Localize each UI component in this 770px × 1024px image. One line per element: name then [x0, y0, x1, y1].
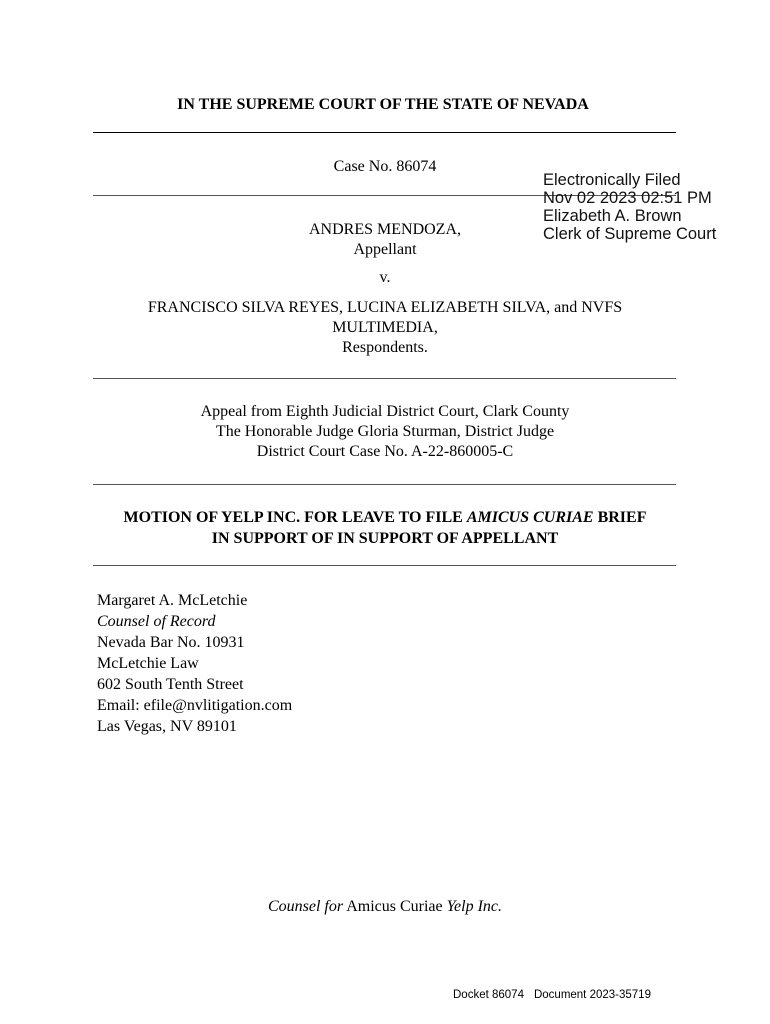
counsel-bar: Nevada Bar No. 10931 [97, 634, 245, 651]
appellant-role: Appellant [353, 241, 417, 258]
counsel-street: 602 South Tenth Street [97, 676, 244, 693]
appeal-case-no: District Court Case No. A-22-860005-C [256, 443, 514, 460]
versus: v. [379, 269, 391, 286]
motion-title-italic: AMICUS CURIAE [466, 509, 594, 526]
court-title: IN THE SUPREME COURT OF THE STATE OF NEVADA [177, 96, 589, 113]
counsel-email: Email: efile@nvlitigation.com [97, 697, 293, 714]
counsel-firm: McLetchie Law [97, 655, 199, 672]
appellant-block [0, 220, 770, 260]
title-rule [93, 132, 676, 133]
counsel-for-party: Yelp Inc. [446, 898, 503, 915]
counsel-for-role: Amicus Curiae [343, 898, 447, 915]
docket-number: Docket 86074 [453, 989, 524, 1001]
appeal-court: Appeal from Eighth Judicial District Court, Clark County [200, 403, 570, 420]
docket-footer [453, 989, 651, 1001]
respondents-role: Respondents. [342, 339, 428, 356]
motion-title-part2: BRIEF [593, 509, 647, 526]
counsel-city: Las Vegas, NV 89101 [97, 718, 237, 735]
filing-stamp-title: Clerk of Supreme Court [543, 225, 717, 243]
respondents-names: FRANCISCO SILVA REYES, LUCINA ELIZABETH SILVA, and NVFS [147, 299, 623, 316]
filing-stamp-clerk: Elizabeth A. Brown [543, 207, 682, 225]
motion-title [0, 507, 770, 549]
respondents-names-cont: MULTIMEDIA, [332, 319, 438, 336]
appeal-caption [0, 402, 770, 462]
counsel-for-amicus [0, 898, 770, 916]
counsel-name: Margaret A. McLetchie [97, 592, 248, 609]
motion-title-line2: IN SUPPORT OF IN SUPPORT OF APPELLANT [211, 530, 559, 547]
counsel-title: Counsel of Record [97, 613, 216, 630]
appeal-rule [93, 484, 676, 485]
motion-title-part1: MOTION OF YELP INC. FOR LEAVE TO FILE [123, 509, 467, 526]
motion-rule [93, 565, 676, 566]
filing-stamp-line: Electronically Filed [543, 171, 681, 189]
case-number: Case No. 86074 [333, 158, 437, 175]
document-number: Document 2023-35719 [533, 989, 651, 1001]
counsel-for-label: Counsel for [267, 898, 344, 915]
appeal-judge: The Honorable Judge Gloria Sturman, District Judge [215, 423, 555, 440]
respondents-rule [93, 378, 676, 379]
filing-stamp-date: Nov 02 2023 02:51 PM [543, 189, 712, 207]
counsel-block [97, 590, 292, 737]
appellant-name: ANDRES MENDOZA, [309, 221, 461, 238]
respondents-block [0, 298, 770, 358]
